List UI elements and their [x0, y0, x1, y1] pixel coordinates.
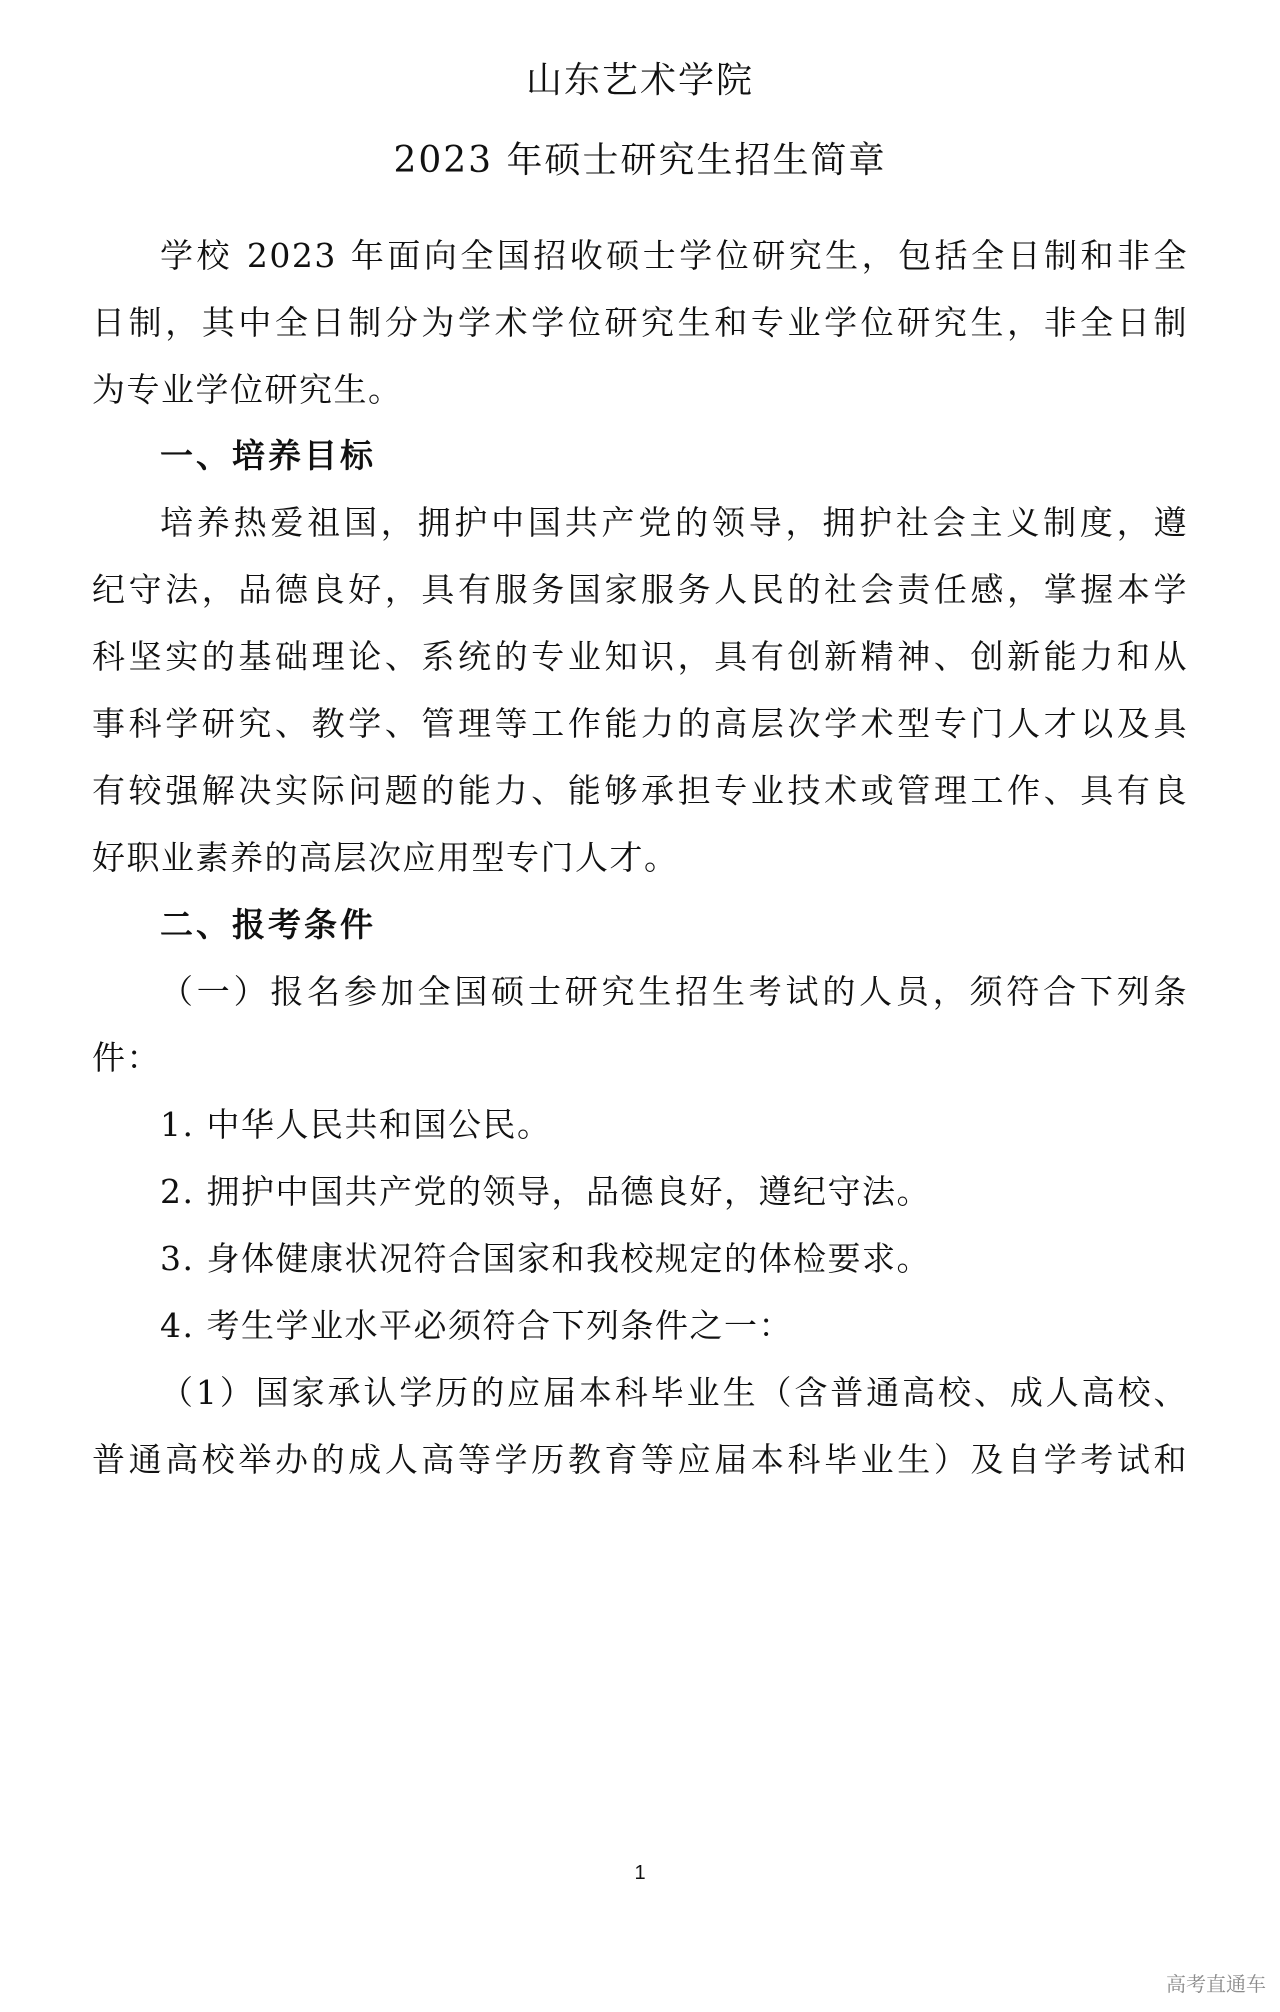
section2-sub1-line: 件： [92, 1038, 161, 1077]
section1-line: 科坚实的基础理论、系统的专业知识，具有创新精神、创新能力和从 [92, 637, 1188, 676]
eligibility-item: 1. 中华人民共和国公民。 [160, 1105, 552, 1144]
item4-sub1-line: （1）国家承认学历的应届本科毕业生（含普通高校、成人高校、 [160, 1373, 1188, 1412]
intro-line: 学校 2023 年面向全国招收硕士学位研究生，包括全日制和非全 [160, 236, 1188, 275]
section1-line: 有较强解决实际问题的能力、能够承担专业技术或管理工作、具有良 [92, 771, 1188, 810]
document-title-main: 2023 年硕士研究生招生简章 [393, 140, 887, 181]
section1-line: 纪守法，品德良好，具有服务国家服务人民的社会责任感，掌握本学 [92, 570, 1188, 609]
section1-line: 事科学研究、教学、管理等工作能力的高层次学术型专门人才以及具 [92, 704, 1188, 743]
section-heading-training-goals: 一、培养目标 [160, 436, 376, 475]
eligibility-item: 2. 拥护中国共产党的领导，品德良好，遵纪守法。 [160, 1172, 931, 1211]
intro-line: 为专业学位研究生。 [92, 370, 403, 409]
watermark: 高考直通车 [1166, 1972, 1266, 1996]
intro-line: 日制，其中全日制分为学术学位研究生和专业学位研究生，非全日制 [92, 303, 1188, 342]
section1-line: 培养热爱祖国，拥护中国共产党的领导，拥护社会主义制度，遵 [160, 503, 1188, 542]
item4-sub1-line: 普通高校举办的成人高等学历教育等应届本科毕业生）及自学考试和 [92, 1440, 1188, 1479]
document-title-institution: 山东艺术学院 [525, 60, 754, 101]
section1-line: 好职业素养的高层次应用型专门人才。 [92, 838, 679, 877]
eligibility-item: 4. 考生学业水平必须符合下列条件之一： [160, 1306, 793, 1345]
section2-sub1-line: （一）报名参加全国硕士研究生招生考试的人员，须符合下列条 [160, 972, 1188, 1011]
page-number: 1 [634, 1862, 646, 1884]
eligibility-item: 3. 身体健康状况符合国家和我校规定的体检要求。 [160, 1239, 931, 1278]
section-heading-eligibility: 二、报考条件 [160, 905, 376, 944]
